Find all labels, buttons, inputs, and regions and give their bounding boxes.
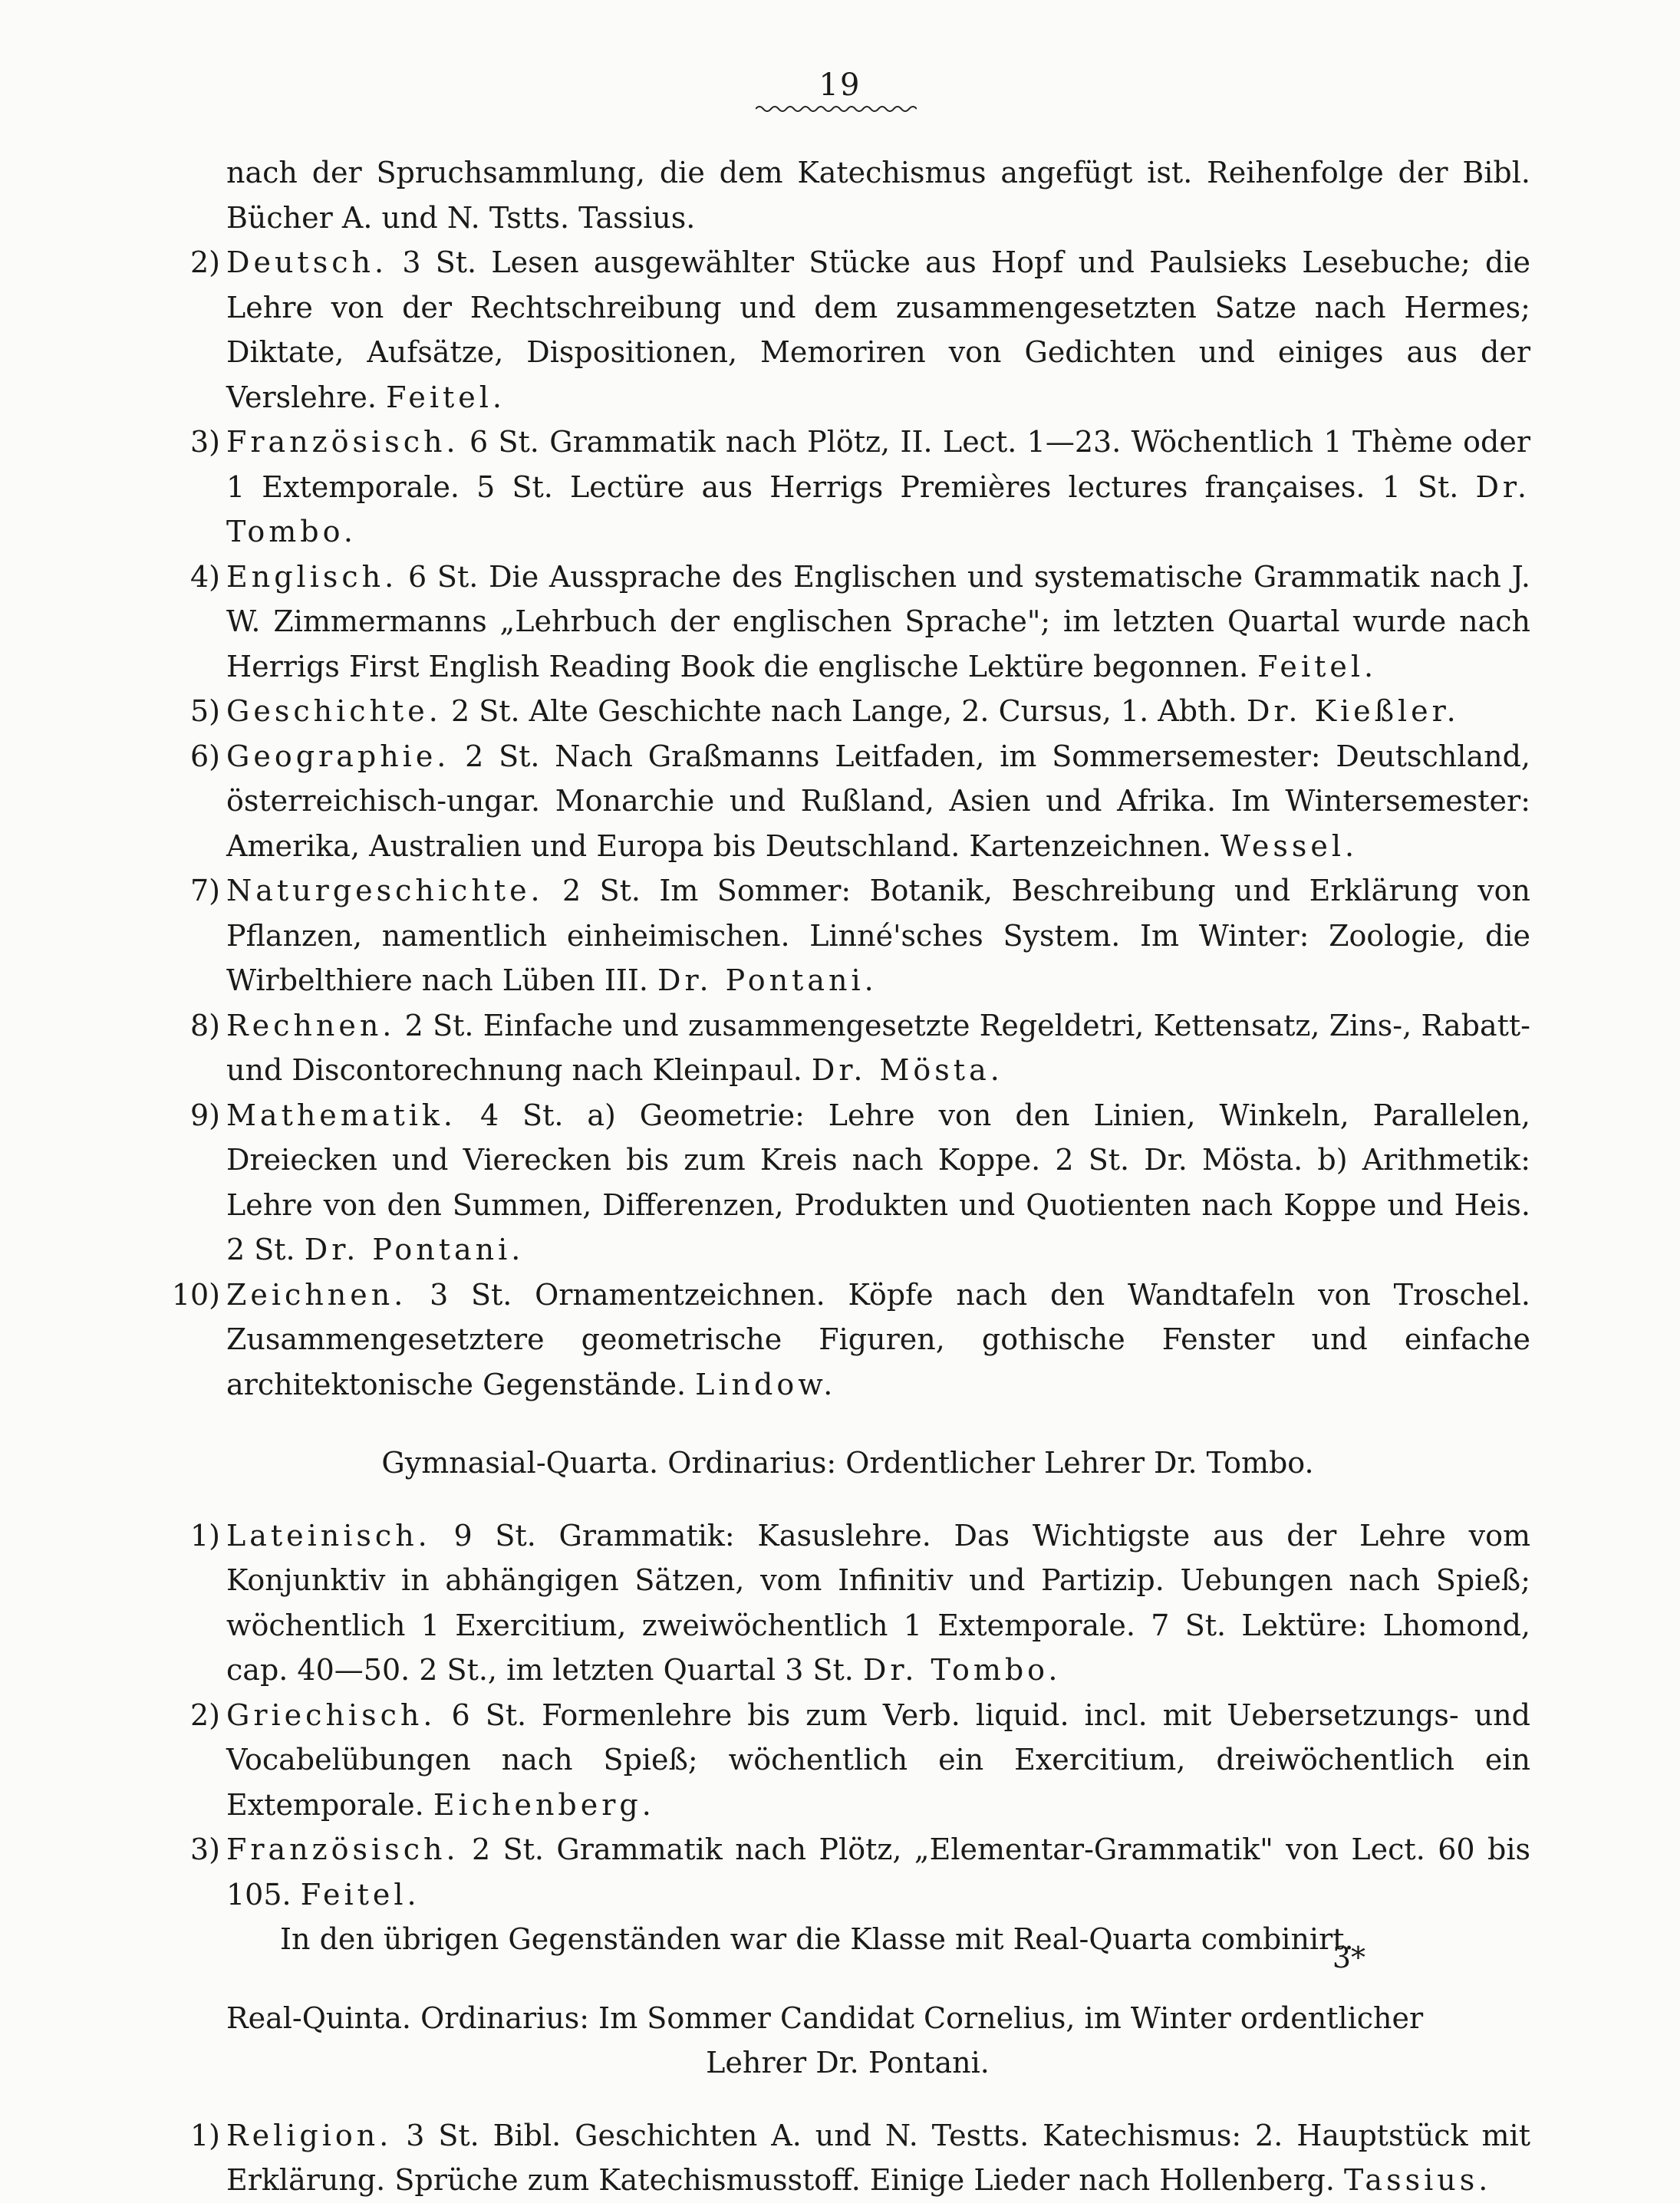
real-quinta-heading-line1: Real-Quinta. Ordinarius: Im Sommer Candidat Cornelius, im Winter ordentlicher: [226, 2000, 1424, 2035]
document-body: [165, 150, 1530, 2203]
item-subject: Englisch.: [226, 559, 398, 594]
item-number: 5): [189, 694, 220, 728]
item-teacher: Feitel.: [300, 1877, 420, 1912]
item-subject: Geschichte.: [226, 694, 442, 728]
item-teacher: Dr. Pontani.: [304, 1233, 525, 1266]
item-teacher: Dr. Pontani.: [657, 963, 878, 997]
item-teacher: Tassius.: [1344, 2163, 1492, 2197]
item-text: 2 St. Einfache und zusammengesetzte Regeldetri, Kettensatz, Zins-, Rabatt- und Discontorechnung nach Kleinpaul.: [226, 1008, 1530, 1087]
item-subject: Religion.: [226, 2118, 393, 2152]
item-text: 2 St. Alte Geschichte nach Lange, 2. Cursus, 1. Abth.: [450, 694, 1237, 728]
list-item: [165, 1003, 1530, 1093]
item-text: 6 St. Formenlehre bis zum Verb. liquid. incl. mit Uebersetzungs- und Vocabelübungen nach Spieß; wöchentlich ein Exercitium, dreiwöchentlich ein Extemporale.: [226, 1698, 1530, 1822]
item-text: 6 St. Die Aussprache des Englischen und systematische Grammatik nach J. W. Zimmermanns „Lehrbuch der englischen Sprache"; im letzten Quartal wurde nach Herrigs First English Reading Book die englische Lektüre begonnen.: [226, 559, 1530, 683]
item-teacher: Dr. Kießler.: [1246, 694, 1460, 728]
item-teacher: Wessel.: [1220, 828, 1359, 863]
item-number: 6): [189, 739, 220, 773]
item-number: 10): [171, 1277, 220, 1312]
item-subject: Lateinisch.: [226, 1518, 431, 1553]
item-number: 3): [189, 1833, 220, 1866]
item-text: 6 St. Grammatik nach Plötz, II. Lect. 1—23. Wöchentlich 1 Thème oder 1 Extemporale. 5 St. Lectüre aus Herrigs Premières lectures françaises. 1 St.: [226, 425, 1530, 504]
signature-mark: 3*: [1332, 1941, 1365, 1974]
item-subject: Deutsch.: [226, 245, 388, 279]
list-item: [165, 1513, 1530, 1693]
list-item: [165, 1693, 1530, 1828]
ornament-divider: [756, 103, 917, 115]
list-item: [165, 2113, 1530, 2203]
section-real-quinta-list: [165, 2113, 1530, 2203]
item-text: 2 St. Grammatik nach Plötz, „Elementar-Grammatik" von Lect. 60 bis 105.: [226, 1833, 1530, 1912]
item-subject: Französisch.: [226, 425, 460, 459]
item-teacher: Feitel.: [386, 380, 506, 414]
item-text: 4 St. a) Geometrie: Lehre von den Linien, Winkeln, Parallelen, Dreiecken und Vierecken bis zum Kreis nach Koppe. 2 St. Dr. Mösta. b) Arithmetik: Lehre von den Summen, Differenzen, Produkten und Quotienten nach Koppe und Heis. 2 St.: [226, 1098, 1530, 1266]
item-number: 2): [189, 245, 220, 279]
item-teacher: Eichenberg.: [433, 1787, 655, 1822]
list-item: [165, 420, 1530, 555]
real-quinta-heading-line2: Lehrer Dr. Pontani.: [706, 2046, 990, 2080]
item-text: 3 St. Bibl. Geschichten A. und N. Testts. Katechismus: 2. Hauptstück mit Erklärung. Sprüche zum Katechismusstoff. Einige Lieder nach Hollenberg.: [226, 2118, 1530, 2197]
list-item: [165, 734, 1530, 869]
item-teacher: Dr. Tombo.: [862, 1653, 1062, 1687]
page-number: 19: [819, 68, 861, 103]
item-teacher: Dr. Tombo.: [226, 469, 1530, 548]
item-number: 2): [189, 1698, 220, 1732]
gym-quarta-note: In den übrigen Gegenständen war die Klasse mit Real-Quarta combinirt.: [280, 1922, 1354, 1956]
item-teacher: Feitel.: [1257, 649, 1378, 683]
item-number: 3): [189, 425, 220, 459]
item-subject: Mathematik.: [226, 1098, 457, 1132]
item-subject: Rechnen.: [226, 1008, 396, 1042]
section-gym-quarta-list: [165, 1513, 1530, 1918]
item-subject: Französisch.: [226, 1833, 460, 1866]
gym-quarta-heading: Gymnasial-Quarta. Ordinarius: Ordentlicher Lehrer Dr. Tombo.: [381, 1446, 1314, 1480]
item-number: 4): [189, 559, 220, 594]
list-item: [165, 868, 1530, 1003]
item-text: 9 St. Grammatik: Kasuslehre. Das Wichtigste aus der Lehre vom Konjunktiv in abhängigen Sätzen, vom Infinitiv und Partizip. Uebungen nach Spieß; wöchentlich 1 Exercitium, zweiwöchentlich 1 Extemporale. 7 St. Lektüre: Lhomond, cap. 40—50. 2 St., im letzten Quartal 3 St.: [226, 1518, 1530, 1687]
item-number: 7): [189, 874, 220, 907]
item-subject: Geographie.: [226, 739, 450, 773]
item-number: 9): [189, 1098, 220, 1132]
list-item: [165, 1093, 1530, 1273]
list-item: [165, 240, 1530, 420]
list-item: [165, 689, 1530, 734]
item-number: 8): [189, 1008, 220, 1042]
item-number: 1): [189, 2118, 220, 2152]
item-teacher: Lindow.: [695, 1367, 837, 1401]
item-text: 2 St. Nach Graßmanns Leitfaden, im Sommersemester: Deutschland, österreichisch-ungar. Monarchie und Rußland, Asien und Afrika. Im Wintersemester: Amerika, Australien und Europa bis Deutschland. Kartenzeichnen.: [226, 739, 1530, 863]
item-subject: Griechisch.: [226, 1698, 436, 1732]
intro-paragraph: nach der Spruchsammlung, die dem Katechismus angefügt ist. Reihenfolge der Bibl. Bücher A. und N. Tstts. Tassius.: [226, 156, 1530, 235]
item-number: 1): [189, 1518, 220, 1553]
item-text: 3 St. Ornamentzeichnen. Köpfe nach den Wandtafeln von Troschel. Zusammengesetztere geometrische Figuren, gothische Fenster und einfache architektonische Gegenstände.: [226, 1277, 1530, 1401]
item-text: 3 St. Lesen ausgewählter Stücke aus Hopf und Paulsieks Lesebuche; die Lehre von der Rechtschreibung und dem zusammengesetzten Satze nach Hermes; Diktate, Aufsätze, Dispositionen, Memoriren von Gedichten und einiges aus der Verslehre.: [226, 245, 1530, 414]
item-text: 2 St. Im Sommer: Botanik, Beschreibung und Erklärung von Pflanzen, namentlich einheimischen. Linné'sches System. Im Winter: Zoologie, die Wirbelthiere nach Lüben III.: [226, 874, 1530, 997]
list-item: [165, 555, 1530, 690]
list-item: [165, 1273, 1530, 1408]
list-item: [165, 1827, 1530, 1917]
item-teacher: Dr. Mösta.: [811, 1053, 1003, 1087]
section-real-quarta-list: [165, 240, 1530, 1407]
item-subject: Naturgeschichte.: [226, 874, 544, 907]
item-subject: Zeichnen.: [226, 1277, 407, 1312]
